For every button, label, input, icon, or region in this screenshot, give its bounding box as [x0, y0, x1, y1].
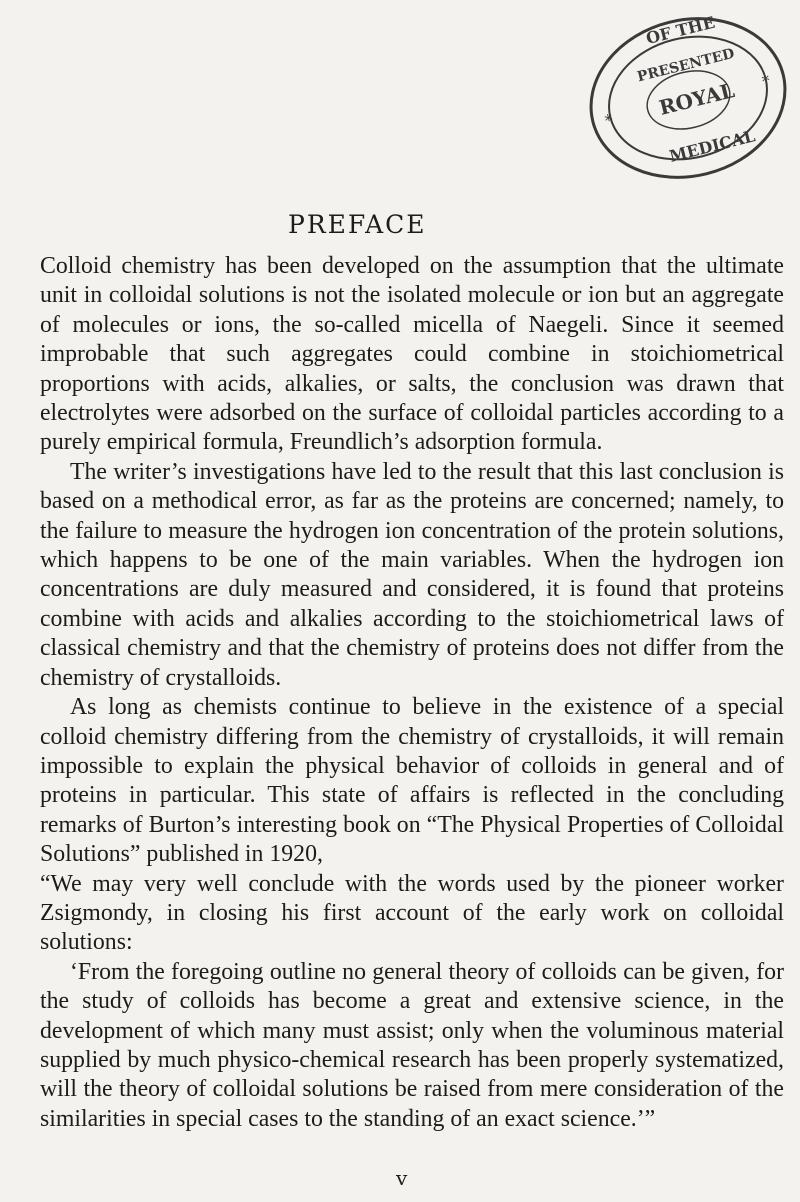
paragraph-1: Colloid chemistry has been developed on the assumption that the ultimate unit in colloidal solutions is not the isolated molecule or ion but an aggregate of molecules or ions, the so-called micella of Naegeli. Since it seemed improbable that such aggregates could combine in stoichiometrical proportions with acids, alkalies, or salts, the conclusion was drawn that electrolytes were adsorbed on the surface of colloidal particles according to a purely empirical formula, Freundlich’s adsorption formula. [40, 253, 784, 456]
svg-text:*: * [760, 70, 773, 92]
quote-intro: “We may very well conclude with the words used by the pioneer worker Zsigmondy, in closing his first account of the early work on colloidal solutions: [40, 870, 784, 956]
stamp-text-presented: PRESENTED [635, 45, 737, 86]
stamp-text-bottom: MEDICAL [667, 126, 758, 166]
quote-body: ‘From the foregoing outline no general theory of colloids can be given, for the study of colloids has become a great and extensive science, in the development of which many must assist; only when the voluminous material supplied by much physico-chemical research has been properly systematized, will the theory of colloidal solutions be raised from mere consideration of the similarities in special cases to the standing of an exact science.’” [40, 958, 784, 1132]
svg-text:*: * [602, 110, 616, 131]
stamp-text-center: ROYAL [656, 77, 737, 120]
page-title: PREFACE [288, 210, 427, 239]
paragraph-2: The writer’s investigations have led to the result that this last conclusion is based on a methodical error, as far as the proteins are concerned; namely, to the failure to measure the hydrogen ion concentration of the protein solutions, which happens to be one of the main variables. When the hydrogen ion concentrations are duly measured and considered, it is found that proteins combine with acids and alkalies according to the stoichiometrical laws of classical chemistry and that the chemistry of proteins does not differ from the chemistry of crystalloids. [40, 458, 784, 691]
paragraph-3: As long as chemists continue to believe in the existence of a special colloid chemistry differing from the chemistry of crystalloids, it will remain impossible to explain the physical behavior of colloids in general and of proteins in particular. This state of affairs is reflected in the concluding remarks of Burton’s interesting book on “The Physical Properties of Colloidal Solutions” published in 1920, [40, 694, 784, 868]
stamp-text-top: OF THE [644, 12, 717, 49]
preface-body [40, 252, 784, 1134]
library-stamp [582, 8, 794, 188]
page-number: v [396, 1166, 408, 1190]
